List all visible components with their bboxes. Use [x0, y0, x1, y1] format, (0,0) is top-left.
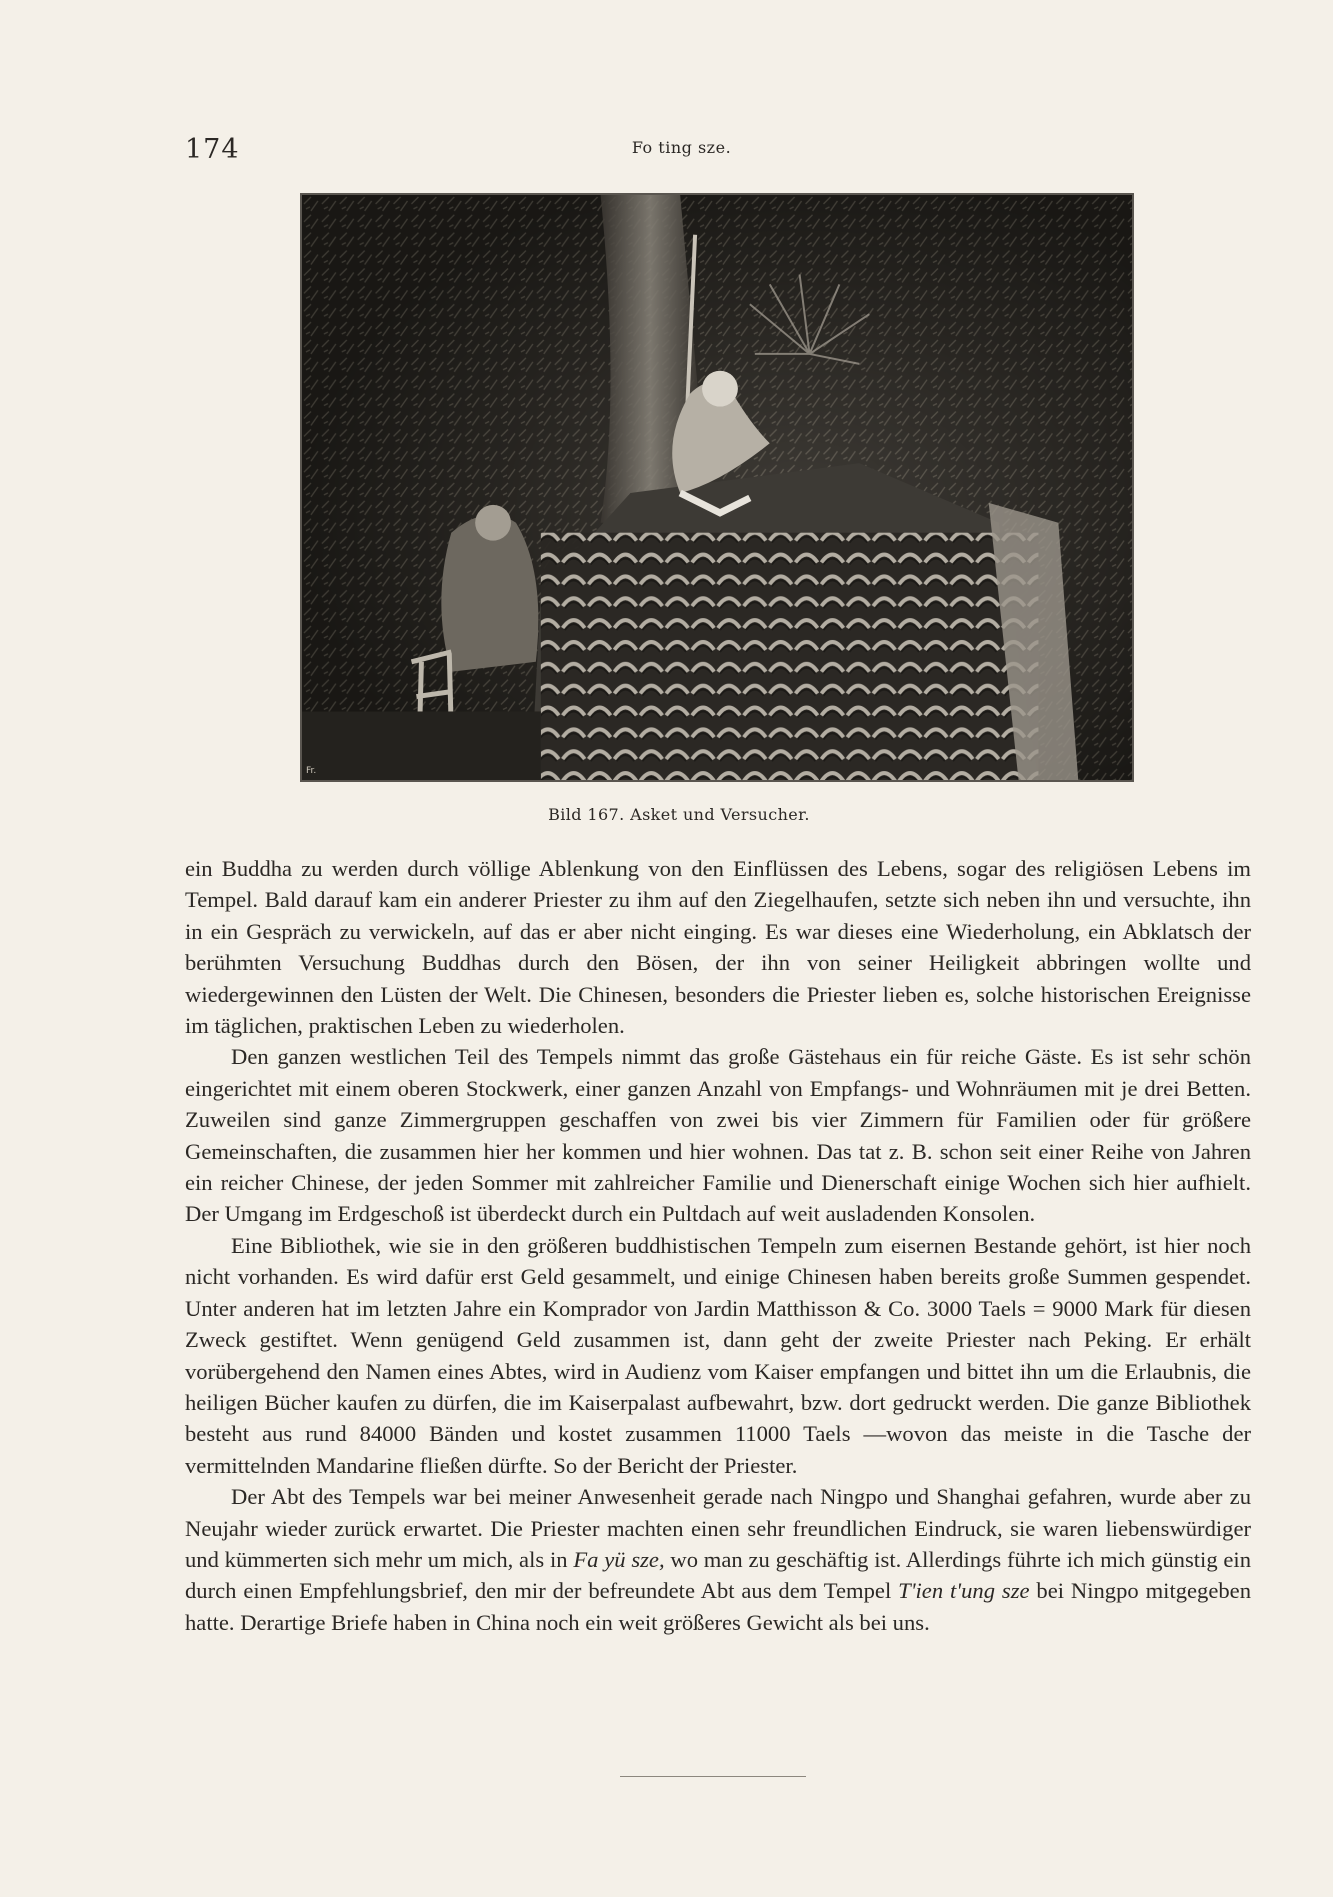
- closing-rule: [620, 1776, 806, 1777]
- body-text: [185, 853, 1251, 1638]
- photograph-ascetic-and-tempter: [300, 193, 1134, 782]
- page-number: 174: [185, 134, 240, 165]
- running-head: Fo ting sze.: [631, 138, 732, 157]
- photo-illustration: [302, 195, 1132, 780]
- figure-caption: Bild 167. Asket und Versucher.: [548, 805, 810, 824]
- paragraph-3: Eine Bibliothek, wie sie in den größeren buddhistischen Tempeln zum eisernen Bestande gehört, ist hier noch nicht vorhanden. Es wird dafür erst Geld gesammelt, und einige Chinesen haben bereits große Summen gespendet. Unter anderen hat im letzten Jahre ein Komprador von Jardin Matthisson & Co. 3000 Taels = 9000 Mark für diesen Zweck gestiftet. Wenn genügend Geld zusammen ist, dann geht der zweite Priester nach Peking. Er erhält vorübergehend den Namen eines Abtes, wird in Audienz vom Kaiser empfangen und bittet ihn um die Erlaubnis, die heiligen Bücher kaufen zu dürfen, die im Kaiserpalast aufbewahrt, bzw. dort gedruckt werden. Die ganze Bibliothek besteht aus rund 84000 Bänden und kostet zusammen 11000 Taels —wovon das meiste in die Tasche der vermittelnden Mandarine fließen dürfte. So der Bericht der Priester.: [185, 1232, 1251, 1478]
- paragraph-2: Den ganzen westlichen Teil des Tempels nimmt das große Gästehaus ein für reiche Gäste. Es ist sehr schön eingerichtet mit einem oberen Stockwerk, einer ganzen Anzahl von Empfangs- und Wohnräumen mit je drei Betten. Zuweilen sind ganze Zimmergruppen geschaffen von zwei bis vier Zimmern für Familien oder für größere Gemeinschaften, die zusammen hier her kommen und hier wohnen. Das tat z. B. schon seit einer Reihe von Jahren ein reicher Chinese, der jeden Sommer mit zahlreicher Familie und Dienerschaft einige Wochen sich hier aufhielt. Der Umgang im Erdgeschoß ist überdeckt durch ein Pultdach auf weit ausladenden Konsolen.: [185, 1044, 1251, 1227]
- paragraph-1: ein Buddha zu werden durch völlige Ablenkung von den Einflüssen des Lebens, sogar des religiösen Lebens im Tempel. Bald darauf kam ein anderer Priester zu ihm auf den Ziegelhaufen, setzte sich neben ihn und versuchte, ihn in ein Gespräch zu verwickeln, auf das er aber nicht einging. Es war dieses eine Wiederholung, ein Abklatsch der berühmten Versuchung Buddhas durch den Bösen, der ihn von seiner Heiligkeit abbringen wollte und wiedergewinnen den Lüsten der Welt. Die Chinesen, besonders die Priester lieben es, solche historischen Ereignisse im täglichen, praktischen Leben zu wiederholen.: [185, 856, 1251, 1039]
- paragraph-4: Der Abt des Tempels war bei meiner Anwesenheit gerade nach Ningpo und Shanghai gefahren, wurde aber zu Neujahr wieder zurück erwartet. Die Priester machten einen sehr freundlichen Eindruck, sie waren liebenswürdiger und kümmerten sich mehr um mich, als in Fa yü sze, wo man zu geschäftig ist. Allerdings führte ich mich günstig ein durch einen Empfehlungsbrief, den mir der befreundete Abt aus dem Tempel T'ien t'ung sze bei Ningpo mitgegeben hatte. Derartige Briefe haben in China noch ein weit größeres Gewicht als bei uns.: [185, 1484, 1252, 1635]
- temple-name-fa-yu-sze: Fa yü sze,: [573, 1546, 665, 1572]
- temple-name-tien-tung-sze: T'ien t'ung sze: [898, 1578, 1030, 1604]
- photographer-mark: Fr.: [306, 766, 317, 776]
